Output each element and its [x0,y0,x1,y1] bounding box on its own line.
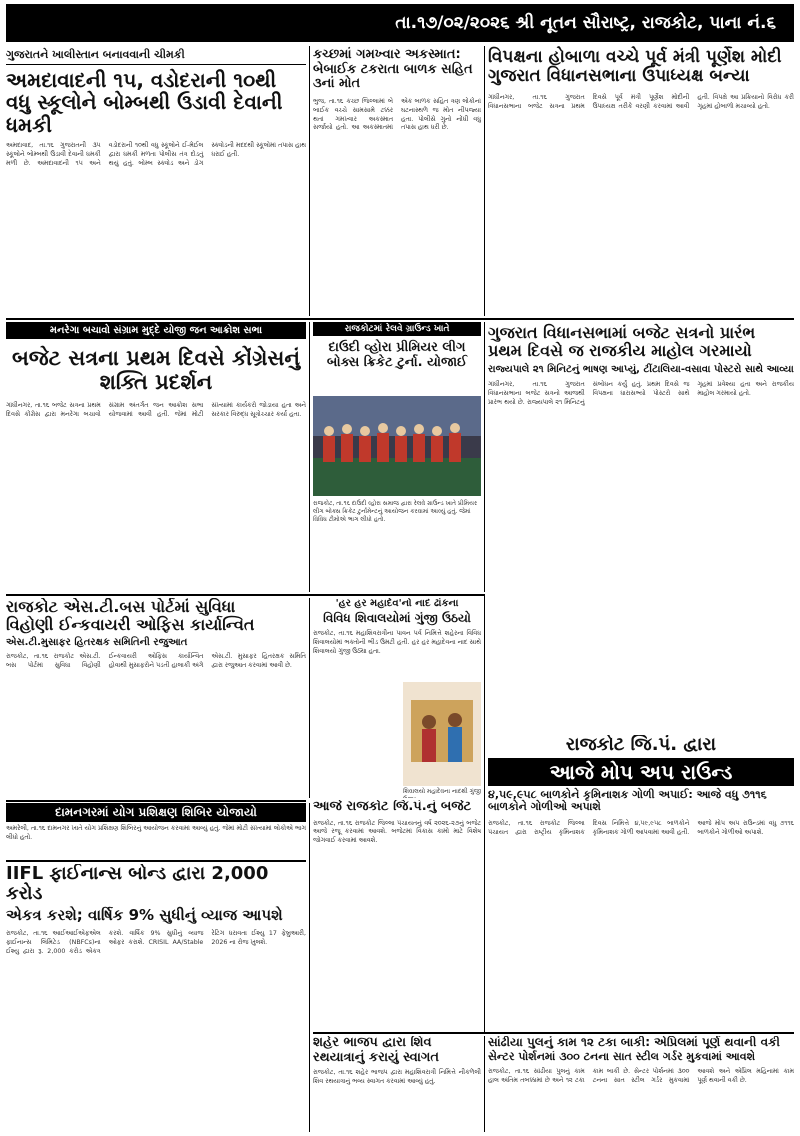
article-body: રાજકોટ, તા.૧૬ રાજકોટ એસ.ટી. બસ પોર્ટમાં સુવિધા વિહોણી ઈન્કવાયરી ઓફિસ કાર્યાન્વિત હોવાથી મુસાફરોને પડતી હાલાકી અંગે એસ.ટી. મુસાફર હિતરક્ષક સમિતિ દ્વારા રજુઆત કરવામાં આવી છે. [6,653,306,669]
page-header [6,4,794,42]
article-headline: સાંઢીયા પુલનું કામ ૧૨ ટકા બાકી: એપ્રિલમાં પૂર્ણ થવાની વકી [488,1036,780,1049]
cricket-photo-drawing [313,396,481,496]
article-body: રાજકોટ, તા.૧૬ શહેર ભાજપ દ્વારા મહાશિવરાત્રી નિમિત્તે નીકળેલી શિવ રથયાત્રાનું ભવ્ય સ્વાગત કરવામાં આવ્યું હતું. [313,1069,481,1086]
article-body: રાજકોટ, તા.૧૬ મહાશિવરાત્રીના પાવન પર્વ નિમિત્તે શહેરના વિવિધ શિવાલયોમાં ભક્તોની ભીડ ઉમટી હતી. હર હર મહાદેવના નાદ સાથે શિવાલયો ગુંજી ઉઠ્યા હતા. [313,630,481,656]
article-strip: મનરેગા બચાવો સંગ્રામ મુદ્દે યોજી જન આક્રોશ સભા [6,322,306,339]
article-headline-2: આજે મોપ અપ રાઉન્ડ [488,758,794,786]
article-body: ગાંધીનગર, તા.૧૬ ગુજરાત વિધાનસભાના બજેટ સત્રના પ્રથમ દિવસે પૂર્વ મંત્રી પૂર્ણેશ મોદીની ઉપાધ્યક્ષ તરીકે વરણી કરવામાં આવી હતી. વિપક્ષે આ પ્રક્રિયાનો વિરોધ કરી ગૃહમાં હોબાળો મચાવ્યો હતો. [488,94,794,110]
shivalaya-photo [403,682,481,786]
article-headline: દામનગરમાં યોગ પ્રશિક્ષણ શિબિર યોજાયો [6,803,306,822]
article-st-bus-port [6,598,306,798]
article-assembly-session [488,322,794,592]
article-yoga-camp [6,803,306,857]
article-headline: રાજકોટ જિ.પં. દ્વારા [565,735,717,755]
article-kicker: રાજકોટમાં રેલવે ગ્રાઉન્ડ ખાતે [313,322,481,336]
article-jp-budget [313,800,481,1020]
article-body: રાજકોટ, તા.૧૬ રાજકોટ જિલ્લા પંચાયતનું વર્ષ ૨૦૨૬-૨૭નું બજેટ આજે રજૂ કરવામાં આવશે. બજેટમાં વિકાસ કામો માટે વિશેષ જોગવાઈ કરવામાં આવશે. [313,819,481,845]
article-body: રાજકોટ, તા.૧૬ રાજકોટ જિલ્લા પંચાયત દ્વારા રાષ્ટ્રીય કૃમિનાશક દિવસ નિમિત્તે ૪,૫૯,૯૫૮ બાળકોને કૃમિનાશક ગોળી આપવામાં આવી હતી. આજે મોપ અપ રાઉન્ડમાં વધુ ૭૧૧૬ બાળકોને ગોળીઓ અપાશે. [488,819,794,836]
article-body: અમરેલી, તા.૧૬ દામનગર ખાતે યોગ પ્રશિક્ષણ શિબિરનું આયોજન કરવામાં આવ્યું હતું. જેમાં મોટી સંખ્યામાં લોકોએ ભાગ લીધો હતો. [6,825,306,841]
page-header-line: તા.૧૭/૦૨/૨૦૨૬ શ્રી નૂતન સૌરાષ્ટ્ર, રાજકોટ, પાના નં.૬ [395,13,776,33]
article-subhead: રાજ્યપાલે ૨૧ મિનિટનું ભાષણ આપ્યું, ટીંટાલિયા-વસાવા પોસ્ટરો સાથે આવ્યા [488,363,794,375]
article-headline-2: એકત્ર કરશે; વાર્ષિક 9% સુધીનું વ્યાજ આપશે [6,906,283,925]
article-headline: અમદાવાદની ૧૫, વડોદરાની ૧૦થી વધુ સ્કૂલોને બોમ્બથી ઉડાવી દેવાની ધમકી [6,68,283,137]
article-headline: રાજકોટ એસ.ટી.બસ પોર્ટમાં સુવિધા [6,598,236,616]
article-shiv-rathyatra [313,1036,481,1132]
photo-caption: શિવાલયો મહાદેવના નાદથી ગુંજી [403,788,481,795]
article-body: ભુજ, તા.૧૬ કચ્છ જિલ્લામાં બે બાઈક વચ્ચે સામસામે ટક્કર થતાં ગમખ્વાર અકસ્માત સર્જાયો હતો. આ અકસ્માતમાં એક બાળક સહિત ત્રણ લોકોનાં ઘટનાસ્થળે જ મોત નીપજ્યા હતા. પોલીસે ગુનો નોંધી વધુ તપાસ હાથ ધરી છે. [313,97,481,132]
article-congress [6,322,306,592]
article-headline: ગુજરાત વિધાનસભામાં બજેટ સત્રનો પ્રારંભ પ્રથમ દિવસે જ રાજકીય માહોલ ગરમાયો [488,323,756,360]
article-body: રાજકોટ, તા.૧૬ આઈઆઈએફએલ ફાઈનાન્સ લિમિટેડ (NBFCs)ના ઈશ્યુ દ્વારા રૂ. 2,000 કરોડ એકત્ર કરશે. વાર્ષિક 9% સુધીનું વ્યાજ ઓફર કરાશે. CRISIL AA/Stable રેટિંગ ધરાવતા ઈશ્યુ 17 ફેબ્રુઆરી, 2026 ના રોજ ખુલશે. [6,930,306,955]
article-shivalaya [313,598,481,798]
article-purnesh-modi [488,46,794,316]
article-headline: આજે રાજકોટ જિ.પં.નું બજેટ [313,800,472,814]
article-subhead: સેન્ટર પોર્શનમાં ૩૦૦ ટનના સાત સ્ટીલ ગર્ડર મુકવામાં આવશે [488,1050,756,1064]
article-iifl-bond [6,864,306,1132]
article-headline: વિપક્ષના હોબાળા વચ્ચે પૂર્વ મંત્રી પૂર્ણેશ મોદી ગુજરાત વિધાનસભાના ઉપાધ્યક્ષ બન્યા [488,47,782,87]
article-headline: વિવિધ શિવાલયોમાં ગુંજી ઉઠયો [323,611,471,625]
article-body: અમદાવાદ, તા.૧૬ ગુજરાતની ૩૫ સ્કૂલોને બોમ્બથી ઉડાવી દેવાની ધમકી મળી છે. અમદાવાદની ૧૫ અને વડોદરાની ૧૦થી વધુ સ્કૂલોને ઈ-મેઈલ દ્વારા ધમકી મળતા પોલીસ તંત્ર દોડતું થયું હતું. બોમ્બ સ્ક્વોડ અને ડોગ સ્ક્વોડની મદદથી સ્કૂલોમાં તપાસ હાથ ધરાઈ હતી. [6,142,306,168]
article-body: ગાંધીનગર, તા.૧૬ ગુજરાત વિધાનસભાના બજેટ સત્રનો આજથી પ્રારંભ થયો છે. રાજ્યપાલે ૨૧ મિનિટનું સંબોધન કર્યું હતું. પ્રથમ દિવસે જ વિપક્ષના ધારાસભ્યો પોસ્ટરો સાથે ગૃહમાં પ્રવેશ્યા હતા અને રાજકીય માહોલ ગરમાયો હતો. [488,381,794,406]
article-cricket [313,322,481,592]
article-subhead: એસ.ટી.મુસાફર હિતરક્ષક સમિતિની રજુઆત [6,636,188,648]
article-sandhiya-bridge [488,1036,794,1132]
article-headline: શહેર ભાજપ દ્વારા શિવ રથયાત્રાનું કરાયું સ્વાગત [313,1036,439,1065]
article-headline: કચ્છમાં ગમખ્વાર અકસ્માત: બેબાઈક ટકરાતા બાળક સહિત ૩નાં મોત [313,47,473,92]
shivalaya-photo-drawing [403,682,481,786]
article-body: ગાંધીનગર, તા.૧૬ બજેટ સત્રના પ્રથમ દિવસે કોંગ્રેસ દ્વારા મનરેગા બચાવો સંગ્રામ અંતર્ગત જન આક્રોશ સભા યોજવામાં આવી હતી. જેમાં મોટી સંખ્યામાં કાર્યકરો જોડાયા હતા અને સરકાર વિરુદ્ધ સૂત્રોચ્ચાર કર્યા હતા. [6,402,306,418]
article-subhead: ૪,૫૯,૯૫૮ બાળકોને કૃમિનાશક ગોળી અપાઈ: આજે વધુ ૭૧૧૬ બાળકોને ગોળીઓ અપાશે [488,788,767,814]
article-headline: IIFL ફાઈનાન્સ બોન્ડ દ્વારા 2,000 કરોડ [6,864,269,905]
article-kutch-accident [313,46,481,316]
article-headline-2: વિહોણી ઈન્કવાયરી ઓફિસ કાર્યાન્વિત [6,614,255,634]
cricket-team-photo [313,396,481,496]
article-bomb-threat [6,46,306,316]
article-headline: દાઉદી વ્હોરા પ્રીમિયર લીગ બોક્સ ક્રિકેટ ટુર્ના. યોજાઈ [326,340,468,370]
article-kicker: 'હર હર મહાદેવ'નો નાદ ઢાંકના [335,598,459,609]
photo-caption: રાજકોટ, તા.૧૬ દાઉદી વ્હોરા સમાજ દ્વારા રેલવે ગ્રાઉન્ડ ખાતે પ્રીમિયર લીગ બોક્સ ક્રિકેટ ટુર્નામેન્ટનું આયોજન કરવામાં આવ્યું હતું. જેમાં વિવિધ ટીમોએ ભાગ લીધો હતો. [313,500,478,524]
article-body: રાજકોટ, તા.૧૬ સાંઢીયા પુલનું કામ હાલ અંતિમ તબક્કામાં છે અને ૧૨ ટકા કામ બાકી છે. સેન્ટર પોર્શનમાં ૩૦૦ ટનના સાત સ્ટીલ ગર્ડર મુકવામાં આવશે અને એપ્રિલ મહિનામાં કામ પૂર્ણ થવાની વકી છે. [488,1067,794,1084]
article-headline: બજેટ સત્રના પ્રથમ દિવસે કોંગ્રેસનું શક્તિ પ્રદર્શન [11,346,301,394]
article-kicker: ગુજરાતને ખાલીસ્તાન બનાવવાની ચીમકી [6,46,306,65]
article-mop-up-round [488,735,794,1025]
